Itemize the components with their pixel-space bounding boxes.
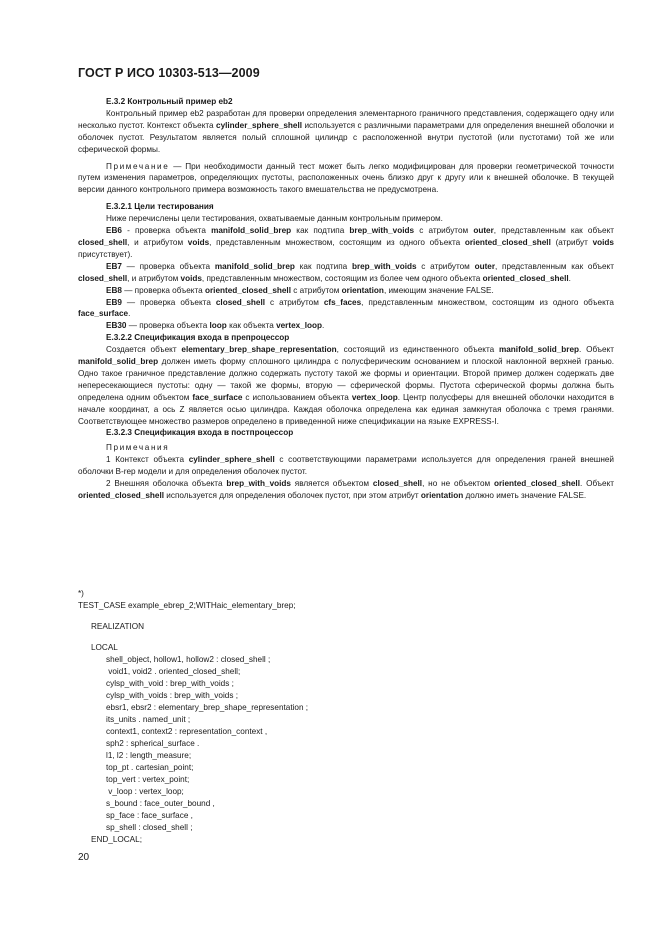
code-test-case: TEST_CASE example_ebrep_2;WITHaic_elementary_brep; [78,601,296,610]
paragraph-eb2-intro: Контрольный пример eb2 разработан для проверки определения элементарного граничного представления, содержащего одну или несколько пустот. Контекст объекта cylinder_sphere_shell используется с различными параметрами для определения внешней оболочки и оболочек пустот. Результатом является полый сплошной цилиндр с расположенной внутри пустотой (или пустотами) той же или сферической формы. [78,108,614,154]
express-code-block [78,588,618,846]
code-line: sp_shell : closed_shell ; [106,823,193,832]
goal-eb8: EB8 — проверка объекта oriented_closed_shell с атрибутом orientation, имеющим значение FALSE. [106,285,494,295]
page-number: 20 [78,852,90,863]
section-e321-title: Е.3.2.1 Цели тестирования [106,202,214,212]
note-eb2: Примечание — При необходимости данный тест может быть легко модифицирован для проверки геометрической точности путем изменения параметров, определяющих пустоты, расположенных очень близко друг к другу или к внешней оболочке. В текущей версии данного контрольного примера возможность такого вмешательства не предусмотрена. [78,161,614,195]
code-end-local: END_LOCAL; [91,835,142,844]
section-e322-title: Е.3.2.2 Спецификация входа в препроцессор [106,333,290,343]
code-line: shell_object, hollow1, hollow2 : closed_shell ; [106,655,271,664]
code-line: sp_face : face_surface , [106,811,193,820]
code-line: cylsp_with_voids : brep_with_voids ; [106,691,238,700]
code-line: its_units . named_unit ; [106,715,191,724]
note-2: 2 Внешняя оболочка объекта brep_with_voids является объектом closed_shell, но не объектом oriented_closed_shell. Объект oriented_closed_shell используется для определения оболочек пустот, при этом атрибут orientation должно иметь значение FALSE. [78,479,614,500]
paragraph-goals: Ниже перечислены цели тестирования, охватываемые данным контрольным примером. [106,214,443,224]
paragraph-preprocessor: Создается объект elementary_brep_shape_representation, состоящий из единственного объекта manifold_solid_brep. Объект manifold_solid_brep должен иметь форму сплошного цилиндра с полусферическим основанием и плоской наклонной верхней гранью. Одно такое граничное представление должно содержать пустоту такой же формы и ориентации. Второй пример должен содержать две непересекающиеся пустоты: одну — такой же формы, вторую — сферической формы. Пустота сферической формы должна быть определена одним объектом face_surface с использованием объекта vertex_loop. Центр полусферы для внешней оболочки находится в начале координат, а ось Z является осью цилиндра. Каждая оболочка определена как единая замкнутая оболочка с тремя гранями. Соответствующее множество размеров определено в приведенной ниже спецификации на языке EXPRESS-I. [78,345,615,426]
code-line: ebsr1, ebsr2 : elementary_brep_shape_representation ; [106,703,309,712]
code-line: top_vert : vertex_point; [106,775,190,784]
code-local: LOCAL [91,643,118,652]
standard-header: ГОСТ Р ИСО 10303-513—2009 [78,66,260,80]
goal-eb9: EB9 — проверка объекта closed_shell с атрибутом cfs_faces, представленным множеством, состоящим из одного объекта face_surface. [78,297,614,319]
code-line: l1, l2 : length_measure; [106,751,192,760]
goal-eb7: EB7 — проверка объекта manifold_solid_brep как подтипа brep_with_voids с атрибутом outer, представленным как объект closed_shell, и атрибутом voids, представленным множеством, состоящим из более чем одного объекта oriented_closed_shell. [78,261,614,283]
code-line: s_bound : face_outer_bound , [106,799,215,808]
code-realization: REALIZATION [91,622,145,631]
code-line: top_pt . cartesian_point; [106,763,194,772]
notes-label: Примечания [106,443,170,453]
section-e32-title: Е.3.2 Контрольный пример eb2 [106,97,233,106]
code-line: sph2 : spherical_surface . [106,739,200,748]
code-comment-close: *) [78,589,84,598]
code-line: context1, context2 : representation_context , [106,727,268,736]
section-e323-title: Е.3.2.3 Спецификация входа в постпроцессор [106,428,294,438]
goal-eb6: EB6 - проверка объекта manifold_solid_brep как подтипа brep_with_voids с атрибутом outer, представленным как объект closed_shell, и атрибутом voids, представленным множеством, состоящим из одного объекта oriented_closed_shell (атрибут voids присутствует). [78,226,614,259]
goal-eb30: EB30 — проверка объекта loop как объекта vertex_loop. [106,321,325,331]
code-line: void1, void2 . oriented_closed_shell; [106,667,241,676]
document-body [78,96,614,502]
code-line: v_loop : vertex_loop; [106,787,184,796]
code-line: cylsp_with_void : brep_with_voids ; [106,679,234,688]
note-1: 1 Контекст объекта cylinder_sphere_shell с соответствующими параметрами используется для определения граней внешней оболочки B-rep модели и для определения оболочек пустот. [78,455,614,477]
